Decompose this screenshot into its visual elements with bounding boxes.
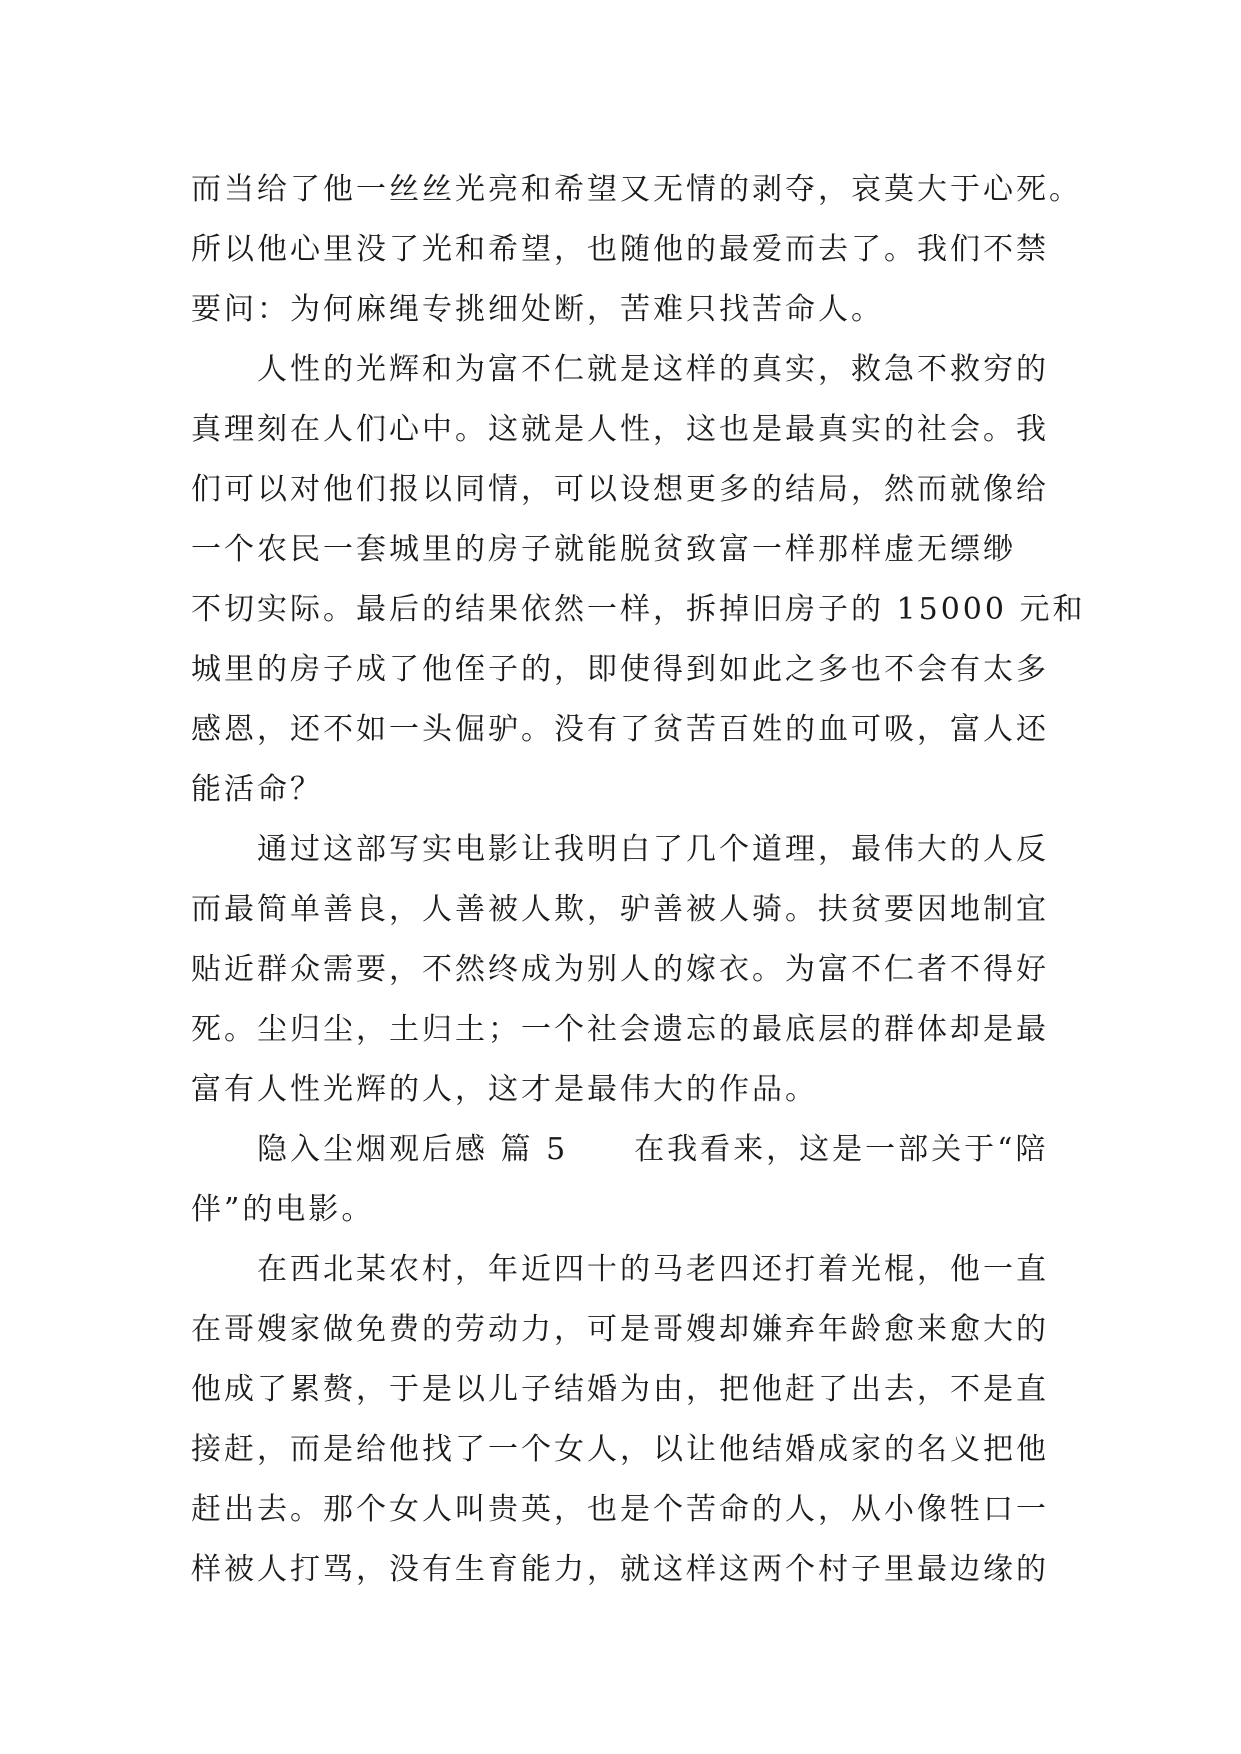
- text-line: 所以他心里没了光和希望，也随他的最爱而去了。我们不禁: [191, 232, 1049, 267]
- text-line: 要问：为何麻绳专挑细处断，苦难只找苦命人。: [191, 292, 884, 327]
- text-line: 贴近群众需要，不然终成为别人的嫁衣。为富不仁者不得好: [191, 952, 1049, 987]
- text-line: 感恩，还不如一头倔驴。没有了贫苦百姓的血可吸，富人还: [191, 712, 1049, 747]
- text-line: 城里的房子成了他侄子的，即使得到如此之多也不会有太多: [191, 652, 1049, 687]
- text-line: 而当给了他一丝丝光亮和希望又无情的剥夺，哀莫大于心死。: [191, 172, 1082, 207]
- text-line: 死。尘归尘，土归土；一个社会遗忘的最底层的群体却是最: [191, 1012, 1049, 1047]
- text-line: 接赶，而是给他找了一个女人，以让他结婚成家的名义把他: [191, 1432, 1049, 1467]
- text-line: 一个农民一套城里的房子就能脱贫致富一样那样虚无缥缈: [191, 532, 1016, 567]
- text-line: 赶出去。那个女人叫贵英，也是个苦命的人，从小像牲口一: [191, 1492, 1049, 1527]
- text-line: 们可以对他们报以同情，可以设想更多的结局，然而就像给: [191, 472, 1049, 507]
- text-line: 在西北某农村，年近四十的马老四还打着光棍，他一直: [191, 1252, 1049, 1287]
- text-line: 能活命？: [191, 772, 323, 807]
- text-line: 真理刻在人们心中。这就是人性，这也是最真实的社会。我: [191, 412, 1049, 447]
- text-line: 富有人性光辉的人，这才是最伟大的作品。: [191, 1072, 818, 1107]
- text-line: 样被人打骂，没有生育能力，就这样这两个村子里最边缘的: [191, 1552, 1049, 1587]
- text-line: 人性的光辉和为富不仁就是这样的真实，救急不救穷的: [191, 352, 1049, 387]
- text-line: 他成了累赘，于是以儿子结婚为由，把他赶了出去，不是直: [191, 1372, 1049, 1407]
- text-line: 伴”的电影。: [191, 1192, 375, 1227]
- text-line: 不切实际。最后的结果依然一样，拆掉旧房子的 15000 元和: [191, 592, 1086, 627]
- text-line: 通过这部写实电影让我明白了几个道理，最伟大的人反: [191, 832, 1049, 867]
- text-line: 隐入尘烟观后感 篇 5 在我看来，这是一部关于“陪: [191, 1132, 1049, 1167]
- text-line: 在哥嫂家做免费的劳动力，可是哥嫂却嫌弃年龄愈来愈大的: [191, 1312, 1049, 1347]
- document-body: [191, 160, 1086, 1600]
- text-line: 而最简单善良，人善被人欺，驴善被人骑。扶贫要因地制宜: [191, 892, 1049, 927]
